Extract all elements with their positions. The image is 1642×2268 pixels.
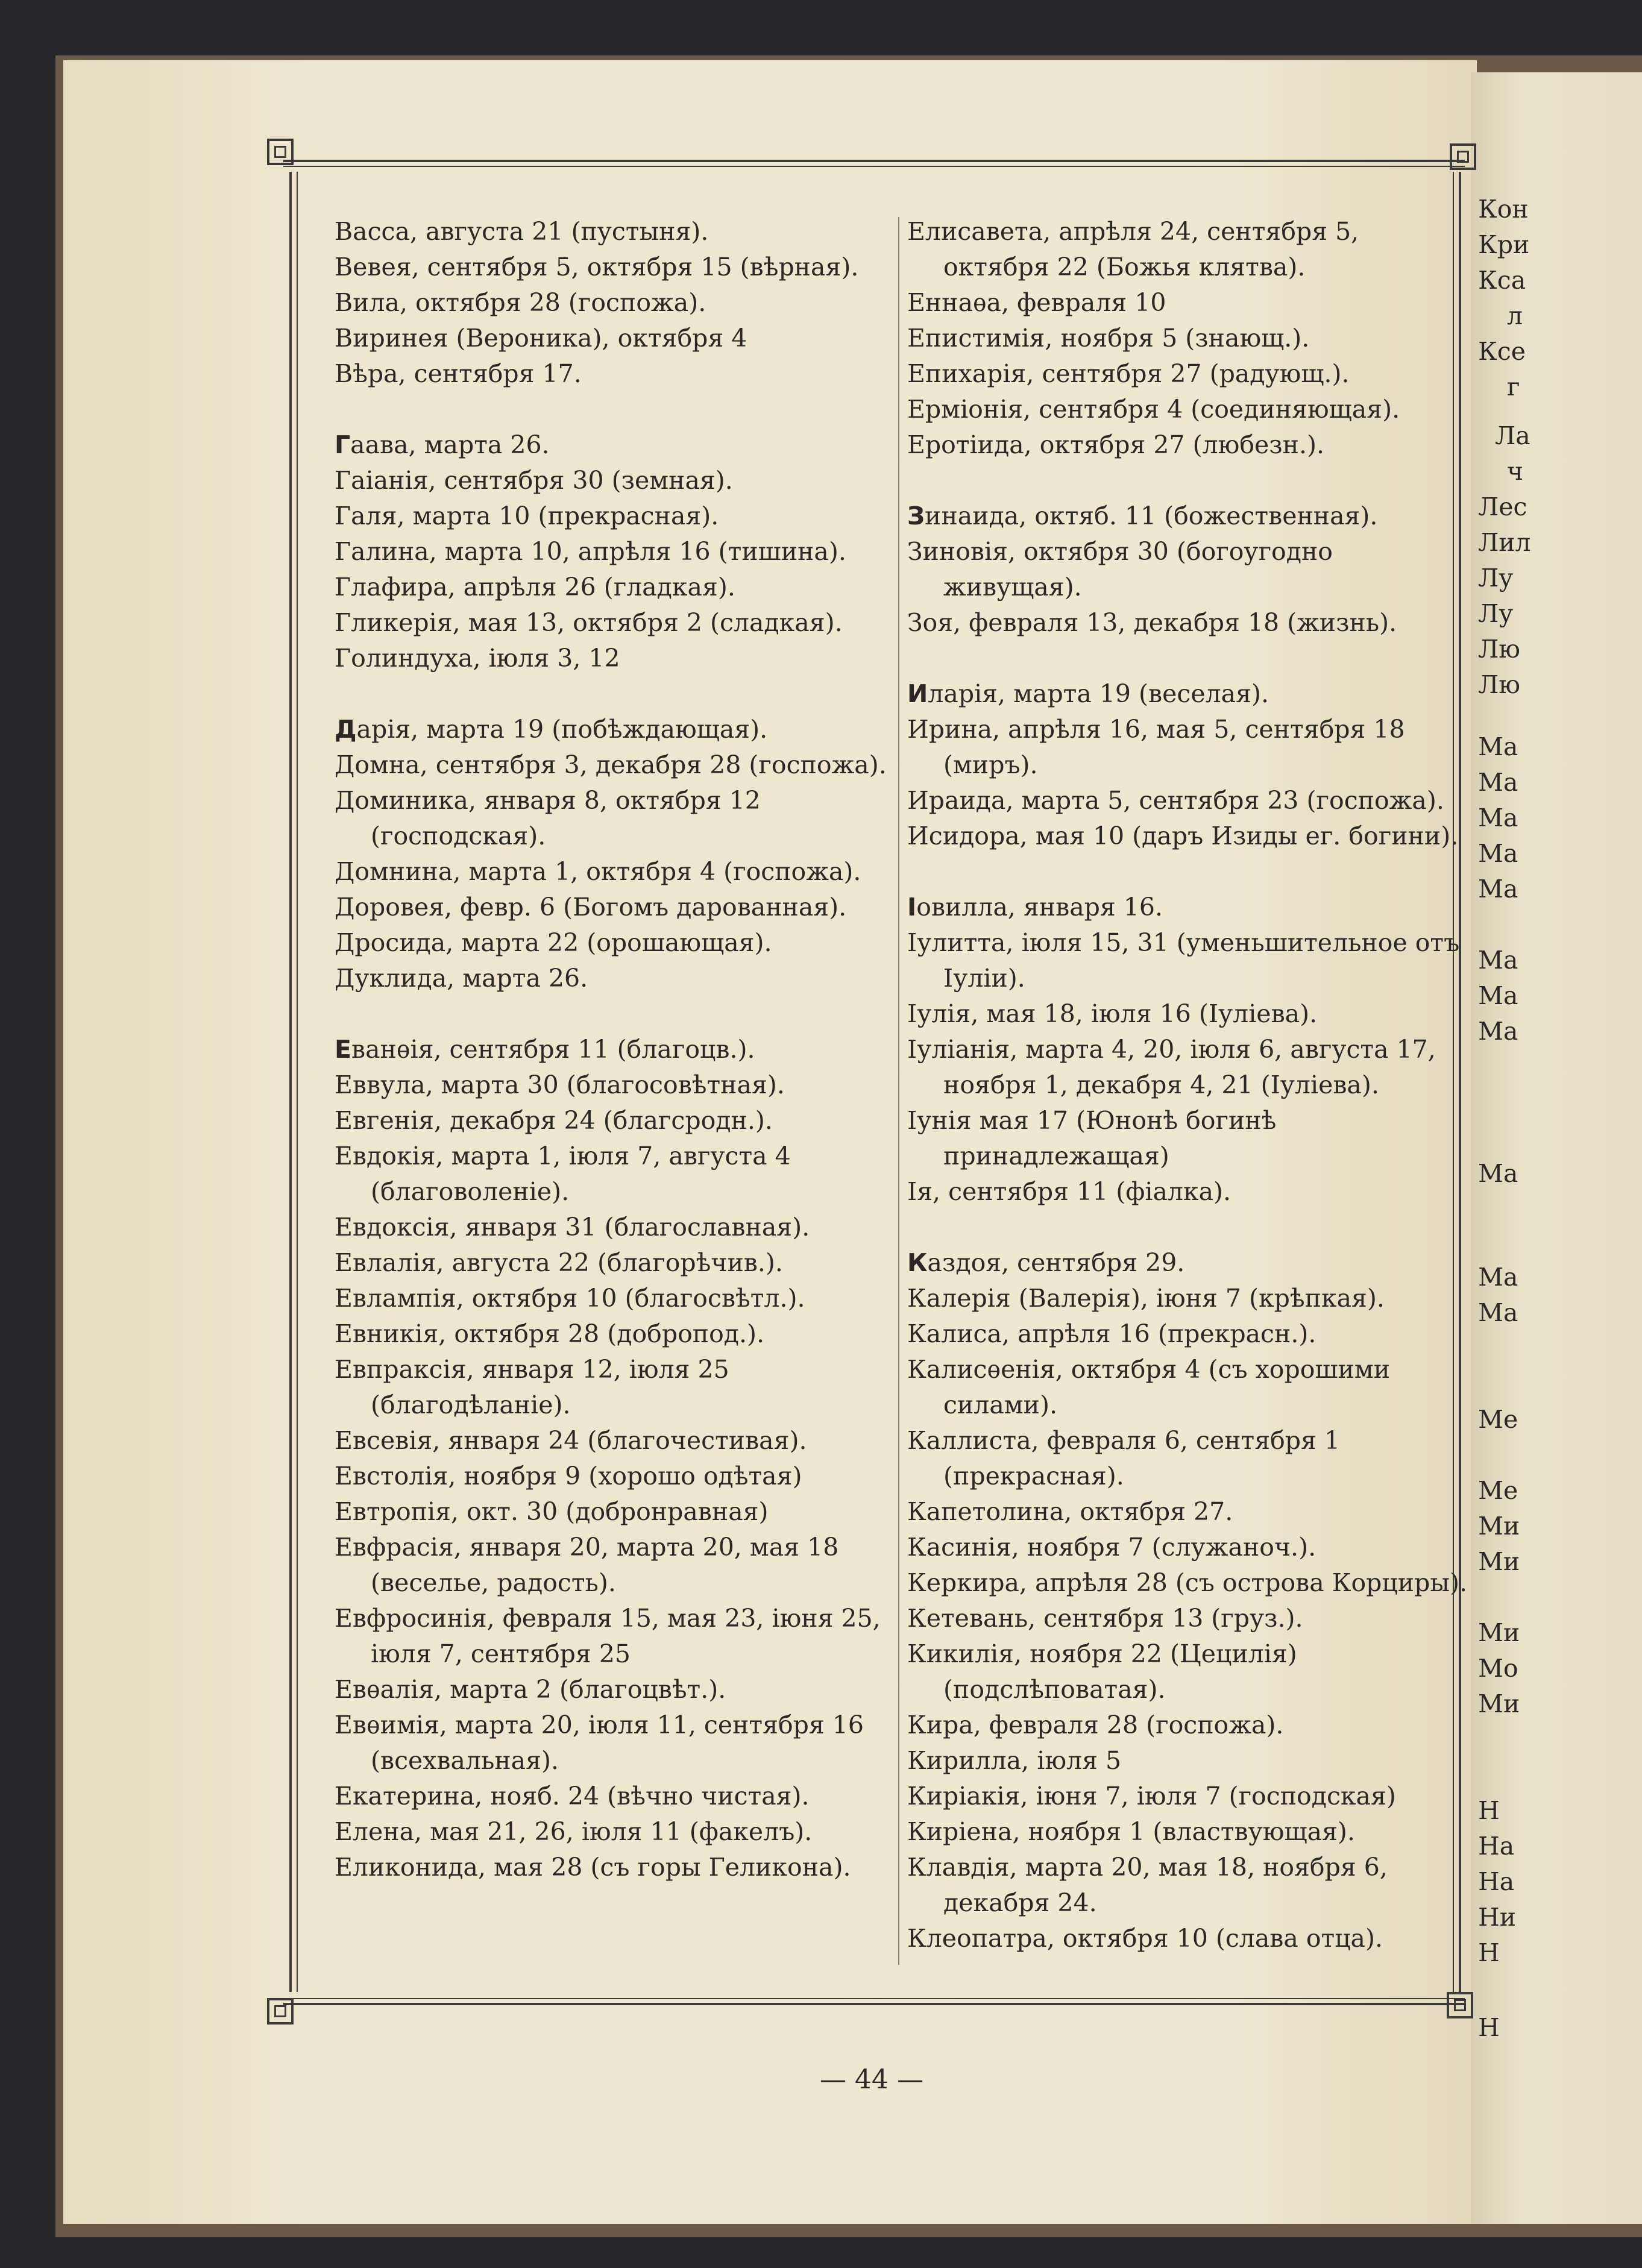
name-entry: Евлампія, октября 10 (благосвѣтл.). (335, 1284, 805, 1313)
corner-ornament-top-left (267, 139, 294, 165)
next-page-fragment: Ма (1478, 981, 1518, 1010)
name-entry: Іулитта, іюля 15, 31 (уменьшительное отъ Іуліи). (907, 928, 1460, 993)
next-page-fragment: Н (1478, 1938, 1500, 1967)
name-entry (907, 498, 1468, 534)
next-page-fragment: Ми (1478, 1547, 1520, 1576)
name-entry: Евгенія, декабря 24 (благсродн.). (335, 1106, 773, 1135)
next-page-fragment: Н (1478, 1796, 1500, 1825)
name-entry: Домна, сентября 3, декабря 28 (госпожа). (335, 750, 887, 779)
name-entry: Елисавета, апрѣля 24, сентября 5, октября 22 (Божья клятва). (907, 217, 1359, 281)
next-page-fragment: ч (1507, 457, 1524, 486)
name-entry: Керкира, апрѣля 28 (съ острова Корциры). (907, 1568, 1467, 1597)
name-entry: Домнина, марта 1, октября 4 (госпожа). (335, 857, 861, 886)
next-page-fragment: Кса (1478, 266, 1526, 295)
next-page-fragment: Ми (1478, 1618, 1520, 1647)
name-entry: Васса, августа 21 (пустыня). (335, 217, 709, 246)
name-entry: Евлалія, августа 22 (благорѣчив.). (335, 1248, 783, 1277)
name-entry (335, 1032, 895, 1067)
name-entry: Каллиста, февраля 6, сентября 1 (прекрасная). (907, 1426, 1340, 1491)
left-column (335, 214, 895, 1885)
name-entry: Доровея, февр. 6 (Богомъ дарованная). (335, 893, 847, 922)
name-entry: Еротіида, октября 27 (любезн.). (907, 430, 1325, 459)
next-page-fragment: Ме (1478, 1405, 1518, 1434)
name-entry: Еввула, марта 30 (благосовѣтная). (335, 1070, 785, 1099)
name-entry: Кикилія, ноября 22 (Цецилія) (подслѣповатая). (907, 1639, 1297, 1704)
name-entry (907, 676, 1468, 712)
page-frame-top (283, 160, 1465, 167)
name-entry: Капетолина, октября 27. (907, 1497, 1233, 1526)
next-page-fragment: Ма (1478, 1017, 1518, 1046)
name-entry: Евдоксія, января 31 (благославная). (335, 1213, 810, 1242)
name-entry: Зоя, февраля 13, декабря 18 (жизнь). (907, 608, 1397, 637)
name-entry: Еннаѳа, февраля 10 (907, 288, 1166, 317)
entry-initial: І (907, 893, 917, 922)
column-separator (898, 217, 899, 1965)
next-page-fragment: Мо (1478, 1654, 1518, 1683)
name-entry: Ираида, марта 5, сентября 23 (госпожа). (907, 786, 1444, 815)
name-entry: Ерміонія, сентября 4 (соединяющая). (907, 395, 1400, 424)
name-entry: Ія, сентября 11 (фіалка). (907, 1177, 1232, 1206)
next-page-fragment: Кри (1478, 230, 1530, 259)
name-entry: Виринея (Вероника), октября 4 (335, 324, 747, 353)
next-page-fragment: Ме (1478, 1476, 1518, 1505)
page-frame-bottom (283, 1998, 1465, 2005)
name-entry: Евфрасія, января 20, марта 20, мая 18 (веселье, радость). (335, 1533, 839, 1597)
next-page-fragment: л (1507, 301, 1523, 330)
name-entry: Гаіанія, сентября 30 (земная). (335, 466, 733, 495)
name-entry (335, 712, 895, 747)
entry-text: аава, марта 26. (350, 430, 550, 459)
name-entry: Евдокія, марта 1, іюля 7, августа 4 (благоволеніе). (335, 1142, 791, 1206)
name-entry: Вѣра, сентября 17. (335, 359, 582, 388)
name-entry: Ирина, апрѣля 16, мая 5, сентября 18 (миръ). (907, 715, 1405, 779)
name-entry: Кетевань, сентября 13 (груз.). (907, 1604, 1303, 1633)
next-page-fragment: На (1478, 1867, 1515, 1896)
entry-initial: Е (335, 1035, 352, 1064)
name-entry: Киріена, ноября 1 (властвующая). (907, 1817, 1355, 1846)
name-entry: Евфросинія, февраля 15, мая 23, іюня 25, іюля 7, сентября 25 (335, 1604, 881, 1668)
entry-initial: З (907, 501, 925, 530)
next-page-fragment: Ма (1478, 1263, 1518, 1292)
name-entry: Голиндуха, іюля 3, 12 (335, 644, 620, 673)
next-page-fragment: Ма (1478, 1298, 1518, 1327)
corner-ornament-top-right (1450, 143, 1476, 170)
name-entry: Епихарія, сентября 27 (радующ.). (907, 359, 1350, 388)
name-entry: Клавдія, марта 20, мая 18, ноября 6, декабря 24. (907, 1853, 1388, 1917)
next-page-fragment: Лу (1478, 564, 1514, 592)
page-number: — 44 — (820, 2064, 923, 2095)
next-page-fragment: Ми (1478, 1689, 1520, 1718)
name-entry: Галя, марта 10 (прекрасная). (335, 501, 719, 530)
entry-text: ванѳія, сентября 11 (благоцв.). (351, 1035, 755, 1064)
next-page-fragment: Ни (1478, 1903, 1517, 1932)
name-entry: Евсевія, января 24 (благочестивая). (335, 1426, 807, 1455)
name-entry: Евѳалія, марта 2 (благоцвѣт.). (335, 1675, 726, 1704)
name-entry: Клеопатра, октября 10 (слава отца). (907, 1924, 1383, 1953)
name-entry: Вила, октября 28 (госпожа). (335, 288, 706, 317)
name-entry: Калерія (Валерія), іюня 7 (крѣпкая). (907, 1284, 1385, 1313)
next-page-fragment: Ма (1478, 839, 1518, 868)
name-entry: Вевея, сентября 5, октября 15 (вѣрная). (335, 253, 859, 281)
name-entry: Епистимія, ноября 5 (знающ.). (907, 324, 1310, 353)
next-page-fragment: Лу (1478, 599, 1514, 628)
name-entry: Исидора, мая 10 (даръ Изиды ег. богини). (907, 821, 1459, 850)
next-page-fragment: Ма (1478, 768, 1518, 797)
right-column (907, 214, 1468, 1956)
name-entry (907, 890, 1468, 925)
next-page-fragment: Ма (1478, 875, 1518, 903)
name-entry: Касинія, ноября 7 (служаноч.). (907, 1533, 1316, 1562)
next-page-fragment: Лес (1478, 492, 1527, 521)
next-page-fragment: Лю (1478, 635, 1520, 664)
name-entry: Галина, марта 10, апрѣля 16 (тишина). (335, 537, 846, 566)
name-entry (335, 427, 895, 463)
entry-text: инаида, октяб. 11 (божественная). (925, 501, 1378, 530)
name-entry: Іулія, мая 18, іюля 16 (Іуліева). (907, 999, 1318, 1028)
entry-text: арія, марта 19 (побѣждающая). (356, 715, 768, 744)
next-page-fragment: Ма (1478, 732, 1518, 761)
next-page-fragment: Лил (1478, 528, 1531, 557)
entry-text: аздоя, сентября 29. (927, 1248, 1185, 1277)
page-frame-left (289, 172, 298, 1992)
next-page-fragment: Лю (1478, 670, 1520, 699)
name-entry: Кирилла, іюля 5 (907, 1746, 1122, 1775)
name-entry: Дросида, марта 22 (орошающая). (335, 928, 772, 957)
entry-text: овилла, января 16. (916, 893, 1163, 922)
next-page-fragment: Ма (1478, 946, 1518, 975)
name-entry: Іунія мая 17 (Юнонѣ богинѣ принадлежащая) (907, 1106, 1277, 1170)
name-entry: Евтропія, окт. 30 (добронравная) (335, 1497, 769, 1526)
name-entry: Дуклида, марта 26. (335, 964, 588, 993)
name-entry: Іуліанія, марта 4, 20, іюля 6, августа 17, ноября 1, декабря 4, 21 (Іуліева). (907, 1035, 1436, 1099)
name-entry: Елена, мая 21, 26, іюля 11 (факелъ). (335, 1817, 813, 1846)
next-page-fragment: Ла (1495, 421, 1530, 450)
corner-ornament-bottom-left (267, 1998, 294, 2025)
name-entry: Зиновія, октября 30 (богоугодно живущая). (907, 537, 1333, 602)
corner-ornament-bottom-right (1447, 1992, 1473, 2018)
name-entry (907, 1245, 1468, 1281)
next-page-fragment: Ми (1478, 1512, 1520, 1541)
next-page-fragment: Ксе (1478, 337, 1526, 366)
next-page-fragment: г (1507, 372, 1520, 401)
name-entry: Глафира, апрѣля 26 (гладкая). (335, 573, 735, 602)
entry-initial: Д (335, 715, 357, 744)
next-page-fragment: Кон (1478, 195, 1529, 224)
name-entry: Гликерія, мая 13, октября 2 (сладкая). (335, 608, 843, 637)
name-entry: Кира, февраля 28 (госпожа). (907, 1710, 1284, 1739)
entry-initial: К (907, 1248, 928, 1277)
name-entry: Евстолія, ноября 9 (хорошо одѣтая) (335, 1462, 802, 1491)
name-entry: Калисѳенія, октября 4 (съ хорошими силами). (907, 1355, 1391, 1419)
name-entry: Еликонида, мая 28 (съ горы Геликона). (335, 1853, 851, 1882)
next-page-fragment: На (1478, 1832, 1515, 1861)
entry-initial: И (907, 679, 928, 708)
name-entry: Евникія, октября 28 (добропод.). (335, 1319, 765, 1348)
next-page-fragment: Ма (1478, 803, 1518, 832)
entry-text: ларія, марта 19 (веселая). (928, 679, 1269, 708)
name-entry: Екатерина, нояб. 24 (вѣчно чистая). (335, 1782, 810, 1811)
name-entry: Евѳимія, марта 20, іюля 11, сентября 16 (всехвальная). (335, 1710, 864, 1775)
next-page-fragment: Н (1478, 2013, 1500, 2042)
next-page-fragment: Ма (1478, 1159, 1518, 1188)
right-page-edge (1471, 72, 1642, 2224)
entry-initial: Г (335, 430, 351, 459)
name-entry: Евпраксія, января 12, іюля 25 (благодѣланіе). (335, 1355, 729, 1419)
name-entry: Калиса, апрѣля 16 (прекрасн.). (907, 1319, 1316, 1348)
name-entry: Доминика, января 8, октября 12 (господская). (335, 786, 761, 850)
name-entry: Киріакія, іюня 7, іюля 7 (господская) (907, 1782, 1396, 1811)
